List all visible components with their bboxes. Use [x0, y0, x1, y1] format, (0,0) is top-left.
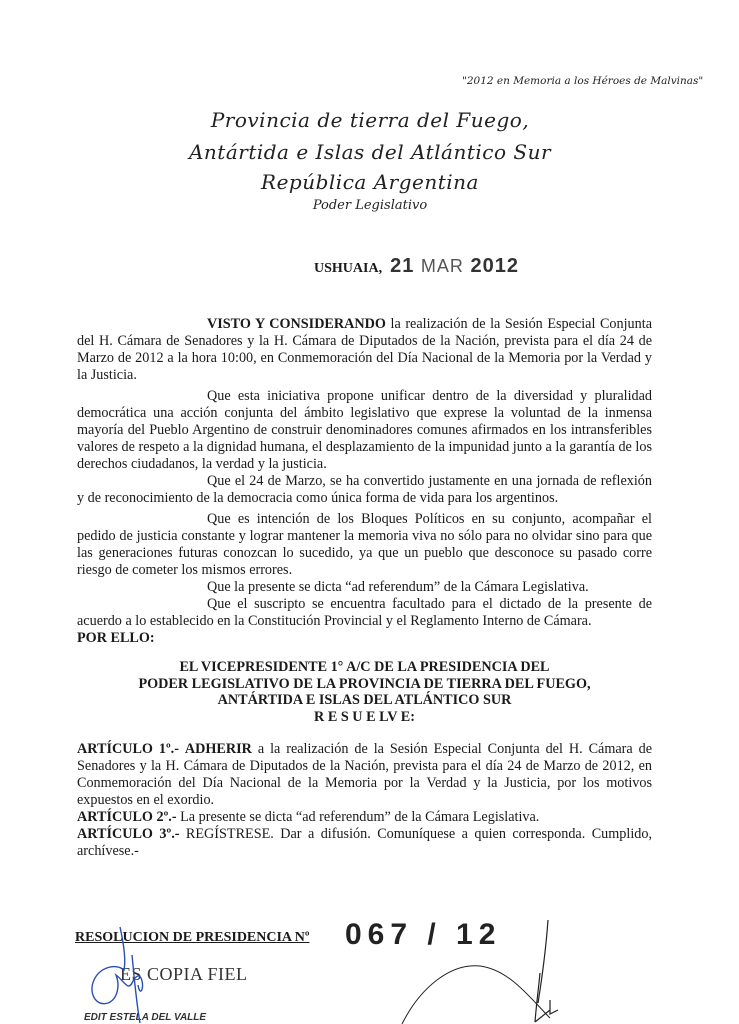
date-day: 21	[390, 255, 415, 277]
article-label: ARTÍCULO 2º.-	[77, 809, 177, 825]
resolution-number: 067 / 12	[345, 918, 502, 951]
considerando-paragraph: Que la presente se dicta “ad referendum” de la Cámara Legislativa.	[207, 579, 589, 595]
authority-line: ANTÁRTIDA E ISLAS DEL ATLÁNTICO SUR	[217, 692, 512, 708]
dateline-city: USHUAIA,	[314, 261, 383, 276]
copy-stamp: ES COPIA FIEL	[120, 964, 248, 984]
article-text: REGÍSTRESE. Dar a difusión. Comuníquese a quien corresponda. Cumplido, archívese.-	[77, 826, 653, 859]
blue-signature	[80, 925, 160, 1024]
dateline	[314, 255, 519, 278]
authority-block	[77, 659, 652, 725]
article-1	[77, 741, 652, 809]
article-2	[77, 809, 652, 826]
article-text: La presente se dicta “ad referendum” de la Cámara Legislativa.	[176, 809, 540, 825]
considerando-paragraph: Que esta iniciativa propone unificar dentro de la diversidad y pluralidad democrática una acción conjunta del ámbito legislativo que exprese la voluntad de la inmensa mayoría del Pueblo Argentino de construir denominadores comunes afirmados en los intransferibles valores de respeto a la dignidad humana, el desplazamiento de la impunidad junto a la garantía de los derechos ciudadanos, la verdad y la justicia.	[77, 388, 652, 472]
por-ello-heading: POR ELLO:	[77, 630, 155, 646]
memorial-motto: "2012 en Memoria a los Héroes de Malvinas"	[462, 75, 704, 87]
letterhead-branch: Poder Legislativo	[312, 198, 428, 213]
date-month: MAR	[420, 256, 464, 276]
authority-line: PODER LEGISLATIVO DE LA PROVINCIA DE TIERRA DEL FUEGO,	[138, 675, 591, 692]
letterhead-country: República Argentina	[261, 170, 479, 194]
considerando-paragraph: Que el 24 de Marzo, se ha convertido justamente en una jornada de reflexión y de reconocimiento de la democracia como única forma de vida para los argentinos.	[77, 473, 652, 506]
resuelve-heading: R E S U E LV E:	[314, 708, 415, 725]
date-year: 2012	[470, 255, 519, 277]
article-keyword: ADHERIR	[184, 741, 252, 757]
considerando-text: la realización de la Sesión Especial Conjunta del H. Cámara de Senadores y la H. Cámara de Diputados de la Nación, prevista para el día 24 de Marzo de 2012 a la hora 10:00, en Conmemoración del Día Nacional de la Memoria por la Verdad y la Justicia.	[77, 316, 652, 383]
article-3	[77, 826, 652, 860]
considerando-paragraph	[77, 316, 652, 384]
article-text: a la realización de la Sesión Especial Conjunta del H. Cámara de Senadores y la H. Cámara de Diputados de la Nación, prevista para el día 24 de Marzo de 2012, en Conmemoración del Día Nacional de la Memoria por la Verdad y la Justicia, por los motivos expuestos en el exordio.	[77, 741, 653, 808]
considerando-paragraph: Que el suscripto se encuentra facultado para el dictado de la presente de acuerdo a lo establecido en la Constitución Provincial y el Reglamento Interno de Cámara.	[77, 596, 652, 629]
black-signature	[400, 918, 570, 1024]
articles	[77, 741, 652, 860]
article-label: ARTÍCULO 1º.-	[77, 741, 179, 757]
letterhead-territory: Antártida e Islas del Atlántico Sur	[188, 140, 552, 164]
considerando-paragraph: Que es intención de los Bloques Políticos en su conjunto, acompañar el pedido de justicia constante y lograr mantener la memoria viva no sólo para no olvidar sino para que las generaciones futuras conozcan lo sucedido, ya que un pueblo que desconoce su pasado corre riesgo de cometer los mismos errores.	[77, 511, 652, 578]
letterhead-province: Provincia de tierra del Fuego,	[210, 108, 530, 132]
resolution-label: RESOLUCION DE PRESIDENCIA Nº	[75, 930, 310, 945]
date-stamp	[390, 255, 519, 277]
authority-line: EL VICEPRESIDENTE 1° A/C DE LA PRESIDENCIA DEL	[179, 659, 550, 675]
considerando-lead: VISTO Y CONSIDERANDO	[207, 316, 386, 332]
document-body	[77, 316, 652, 860]
article-label: ARTÍCULO 3º.-	[77, 826, 180, 842]
signer-name: EDIT ESTELA DEL VALLE	[84, 1012, 207, 1023]
